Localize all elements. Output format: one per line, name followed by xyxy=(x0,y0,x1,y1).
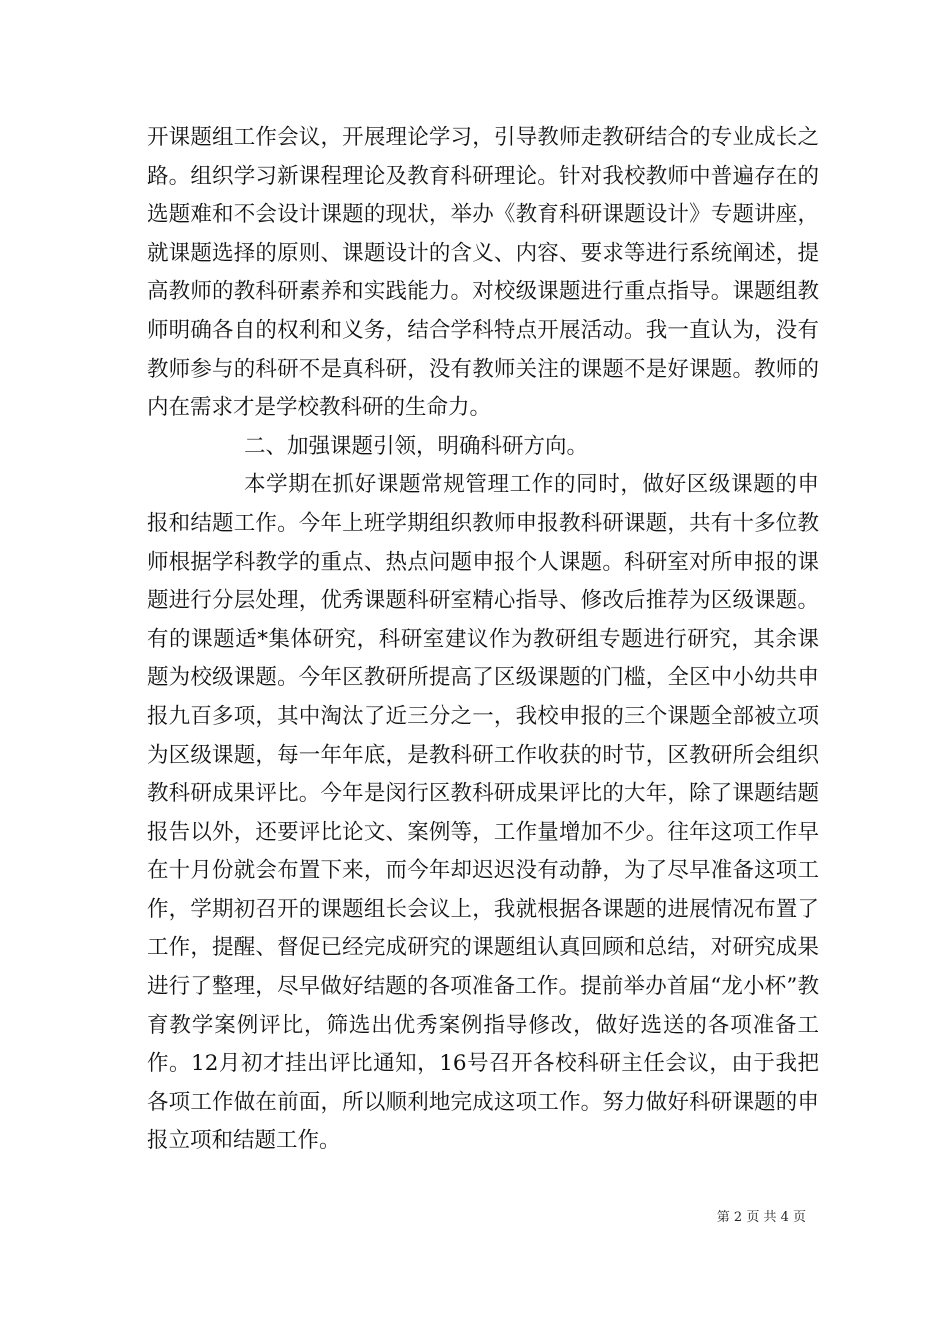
section-heading: 二、加强课题引领，明确科研方向。 xyxy=(244,433,589,459)
page-number-footer: 第 2 页 共 4 页 xyxy=(716,1210,806,1225)
document-body xyxy=(147,119,819,1161)
paragraph-continuation: 开课题组工作会议，开展理论学习，引导教师走教研结合的专业成长之路。组织学习新课程理论及教育科研理论。针对我校教师中普遍存在的选题难和不会设计课题的现状，举办《教育科研课题设计》专题讲座，就课题选择的原则、课题设计的含义、内容、要求等进行系统阐述，提高教师的教科研素养和实践能力。对校级课题进行重点指导。课题组教师明确各自的权利和义务，结合学科特点开展活动。我一直认为，没有教师参与的科研不是真科研，没有教师关注的课题不是好课题。教师的内在需求才是学校教科研的生命力。 xyxy=(147,125,819,421)
paragraph-body: 本学期在抓好课题常规管理工作的同时，做好区级课题的申报和结题工作。今年上班学期组织教师申报教科研课题，共有十多位教师根据学科教学的重点、热点问题申报个人课题。科研室对所申报的课题进行分层处理，优秀课题科研室精心指导、修改后推荐为区级课题。有的课题适*集体研究，科研室建议作为教研组专题进行研究，其余课题为校级课题。今年区教研所提高了区级课题的门槛，全区中小幼共申报九百多项，其中淘汰了近三分之一，我校申报的三个课题全部被立项为区级课题，每一年年底，是教科研工作收获的时节，区教研所会组织教科研成果评比。今年是闵行区教科研成果评比的大年，除了课题结题报告以外，还要评比论文、案例等，工作量增加不少。往年这项工作早在十月份就会布置下来，而今年却迟迟没有动静，为了尽早准备这项工作，学期初召开的课题组长会议上，我就根据各课题的进展情况布置了工作，提醒、督促已经完成研究的课题组认真回顾和总结，对研究成果进行了整理，尽早做好结题的各项准备工作。提前举办首届“龙小杯”教育教学案例评比，筛选出优秀案例指导修改，做好选送的各项准备工作。12月初才挂出评比通知，16号召开各校科研主任会议，由于我把各项工作做在前面，所以顺利地完成这项工作。努力做好科研课题的申报立项和结题工作。 xyxy=(147,472,819,1154)
